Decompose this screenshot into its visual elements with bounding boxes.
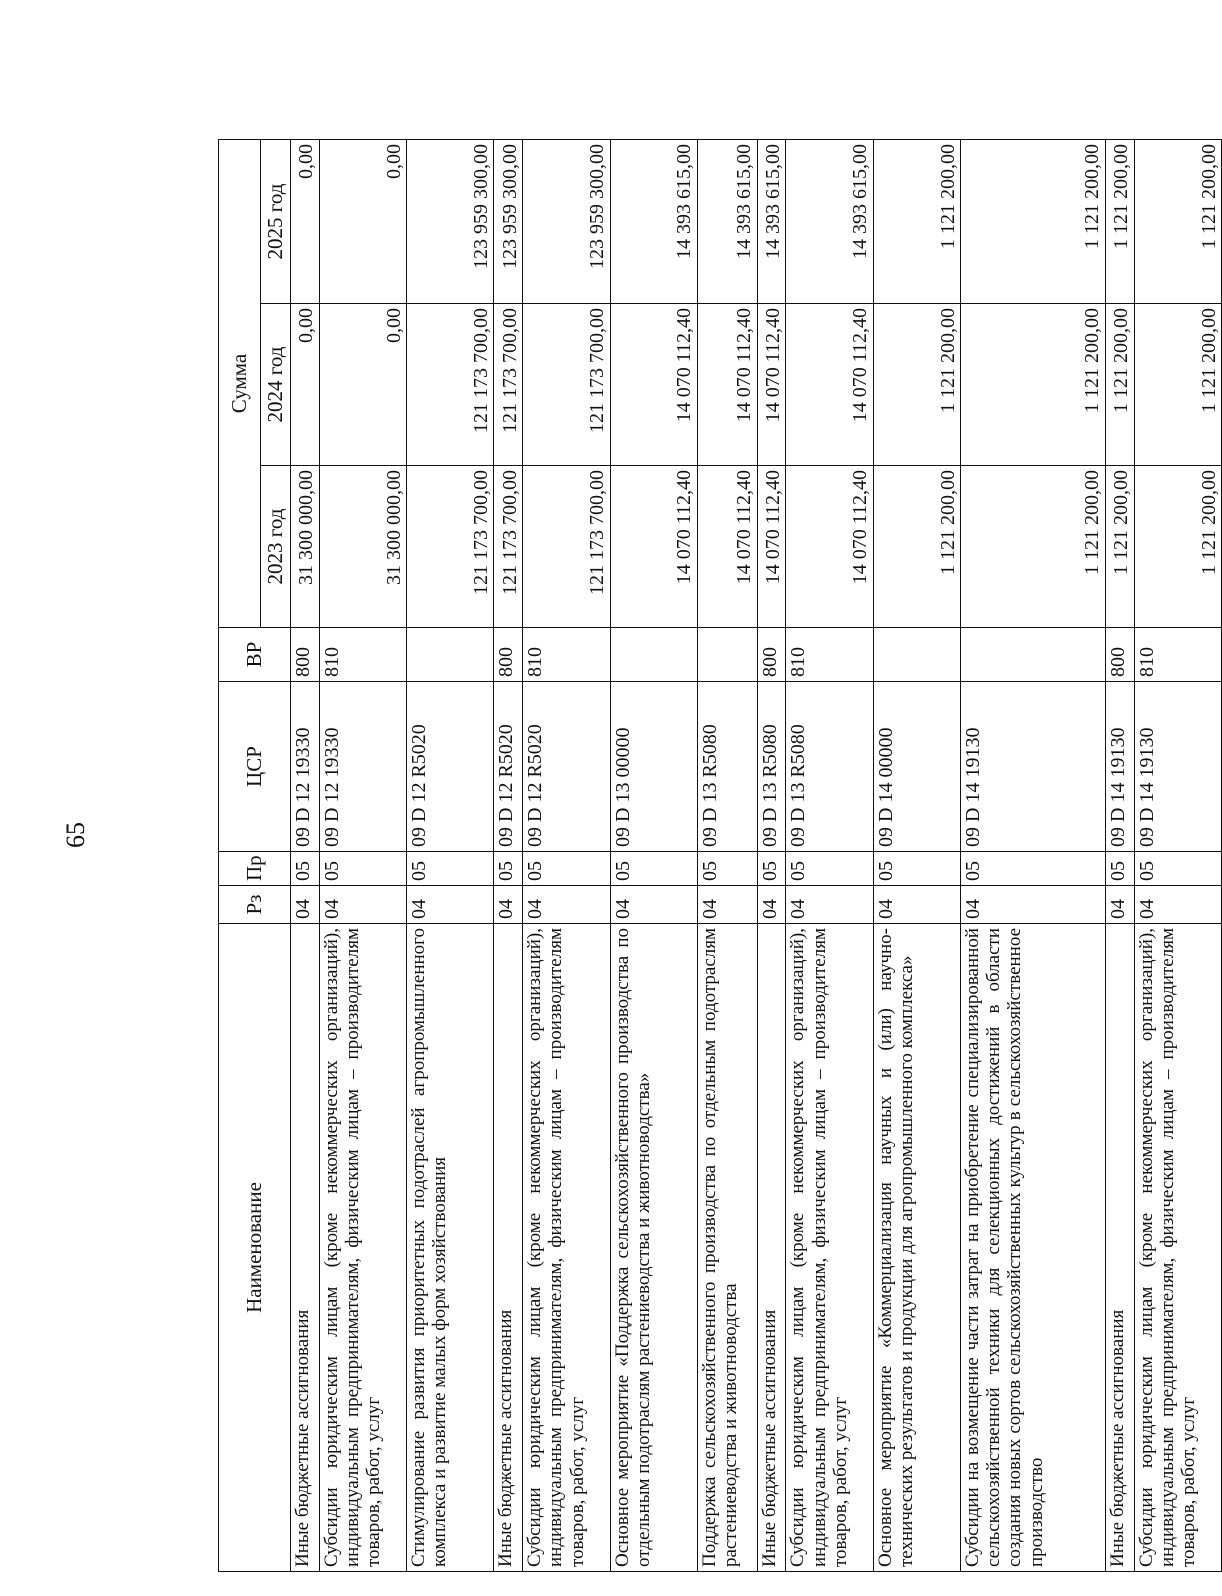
- row-vr: 800: [494, 628, 523, 682]
- row-2024: 121 173 700,00: [407, 304, 494, 466]
- row-2025: 14 393 615,00: [697, 139, 757, 303]
- row-2025: 123 959 300,00: [494, 139, 523, 303]
- row-2023: 1 121 200,00: [960, 466, 1105, 628]
- row-2024: 1 121 200,00: [1105, 304, 1134, 466]
- row-name: Иные бюджетные ассигнования: [291, 924, 320, 1572]
- row-name: Поддержка сельскохозяйственного производства по отдельным подотраслям растениеводства и животноводства: [697, 924, 757, 1572]
- row-2023: 31 300 000,00: [291, 466, 320, 628]
- header-2023: 2023 год: [261, 466, 291, 628]
- row-csr: 09 D 12 R5020: [523, 682, 610, 852]
- row-name: Субсидии юридическим лицам (кроме некоммерческих организаций), индивидуальным предпринимателям, физическим лицам – производителям товаров, работ, услуг: [523, 924, 610, 1572]
- row-csr: 09 D 12 R5020: [407, 682, 494, 852]
- header-csr: ЦСР: [219, 682, 291, 852]
- row-pr: 05: [786, 852, 873, 886]
- row-2024: 121 173 700,00: [523, 304, 610, 466]
- row-2025: 1 121 200,00: [1105, 139, 1134, 303]
- row-2025: 1 121 200,00: [873, 139, 960, 303]
- row-pr: 05: [1134, 852, 1221, 886]
- row-2024: 1 121 200,00: [960, 304, 1105, 466]
- row-2024: 14 070 112,40: [610, 304, 697, 466]
- table-row: [494, 139, 523, 1571]
- row-2023: 121 173 700,00: [494, 466, 523, 628]
- table-row: [319, 139, 406, 1571]
- header-2025: 2025 год: [261, 139, 291, 303]
- row-2024: 1 121 200,00: [1134, 304, 1221, 466]
- row-pr: 05: [319, 852, 406, 886]
- row-rz: 04: [786, 886, 873, 924]
- header-name: Наименование: [219, 924, 291, 1572]
- table-row: [697, 139, 757, 1571]
- header-2024: 2024 год: [261, 304, 291, 466]
- row-2025: 14 393 615,00: [610, 139, 697, 303]
- row-name: Стимулирование развития приоритетных подотраслей агропромышленного комплекса и развитие малых форм хозяйствования: [407, 924, 494, 1572]
- budget-table: [218, 139, 1222, 1572]
- row-2023: 1 121 200,00: [1134, 466, 1221, 628]
- row-2024: 0,00: [291, 304, 320, 466]
- row-pr: 05: [494, 852, 523, 886]
- row-2025: 123 959 300,00: [407, 139, 494, 303]
- row-2024: 0,00: [319, 304, 406, 466]
- row-csr: 09 D 12 19330: [319, 682, 406, 852]
- row-vr: [960, 628, 1105, 682]
- table-row: [610, 139, 697, 1571]
- table-row: [523, 139, 610, 1571]
- row-csr: 09 D 14 19130: [960, 682, 1105, 852]
- row-vr: [873, 628, 960, 682]
- row-2025: 0,00: [291, 139, 320, 303]
- row-name: Иные бюджетные ассигнования: [494, 924, 523, 1572]
- header-vr: ВР: [219, 628, 291, 682]
- row-2025: 123 959 300,00: [523, 139, 610, 303]
- row-2025: 14 393 615,00: [757, 139, 786, 303]
- row-vr: 810: [786, 628, 873, 682]
- row-2024: 14 070 112,40: [786, 304, 873, 466]
- row-2023: 14 070 112,40: [697, 466, 757, 628]
- row-pr: 05: [407, 852, 494, 886]
- page-number: 65: [61, 822, 90, 848]
- row-2023: 14 070 112,40: [786, 466, 873, 628]
- row-vr: 800: [291, 628, 320, 682]
- row-rz: 04: [494, 886, 523, 924]
- row-csr: 09 D 13 R5080: [757, 682, 786, 852]
- row-pr: 05: [960, 852, 1105, 886]
- row-csr: 09 D 12 19330: [291, 682, 320, 852]
- row-pr: 05: [1105, 852, 1134, 886]
- row-vr: 810: [319, 628, 406, 682]
- row-pr: 05: [697, 852, 757, 886]
- header-rz: Рз: [219, 886, 291, 924]
- row-2025: 14 393 615,00: [786, 139, 873, 303]
- row-csr: 09 D 14 00000: [873, 682, 960, 852]
- row-rz: 04: [610, 886, 697, 924]
- table-row: [291, 139, 320, 1571]
- row-vr: [610, 628, 697, 682]
- row-vr: [697, 628, 757, 682]
- row-name: Субсидии юридическим лицам (кроме некоммерческих организаций), индивидуальным предпринимателям, физическим лицам – производителям товаров, работ, услуг: [1134, 924, 1221, 1572]
- row-2024: 14 070 112,40: [757, 304, 786, 466]
- row-2023: 14 070 112,40: [610, 466, 697, 628]
- row-2024: 121 173 700,00: [494, 304, 523, 466]
- row-2023: 31 300 000,00: [319, 466, 406, 628]
- row-vr: 810: [523, 628, 610, 682]
- row-vr: 800: [1105, 628, 1134, 682]
- row-name: Иные бюджетные ассигнования: [1105, 924, 1134, 1572]
- row-rz: 04: [873, 886, 960, 924]
- row-pr: 05: [757, 852, 786, 886]
- row-vr: [407, 628, 494, 682]
- row-2023: 121 173 700,00: [523, 466, 610, 628]
- row-2023: 1 121 200,00: [1105, 466, 1134, 628]
- row-pr: 05: [873, 852, 960, 886]
- table-row: [960, 139, 1105, 1571]
- row-name: Субсидии на возмещение части затрат на приобретение специализированной сельскохозяйственной техники для селекционных достижений в области создания новых сортов сельскохозяйственных культур в сельскохозяйственное производство: [960, 924, 1105, 1572]
- table-row: [786, 139, 873, 1571]
- row-2025: 1 121 200,00: [960, 139, 1105, 303]
- row-2024: 14 070 112,40: [697, 304, 757, 466]
- row-pr: 05: [610, 852, 697, 886]
- row-csr: 09 D 14 19130: [1134, 682, 1221, 852]
- row-rz: 04: [697, 886, 757, 924]
- row-rz: 04: [1105, 886, 1134, 924]
- row-name: Субсидии юридическим лицам (кроме некоммерческих организаций), индивидуальным предпринимателям, физическим лицам – производителям товаров, работ, услуг: [786, 924, 873, 1572]
- row-csr: 09 D 13 00000: [610, 682, 697, 852]
- row-csr: 09 D 12 R5020: [494, 682, 523, 852]
- row-csr: 09 D 13 R5080: [697, 682, 757, 852]
- row-rz: 04: [291, 886, 320, 924]
- header-sum: Сумма: [219, 139, 261, 627]
- row-csr: 09 D 14 19130: [1105, 682, 1134, 852]
- row-2025: 0,00: [319, 139, 406, 303]
- table-row: [407, 139, 494, 1571]
- row-2023: 14 070 112,40: [757, 466, 786, 628]
- table-header-row: [219, 139, 261, 1571]
- row-2023: 121 173 700,00: [407, 466, 494, 628]
- row-name: Иные бюджетные ассигнования: [757, 924, 786, 1572]
- rotated-table-wrapper: [218, 140, 1222, 1572]
- row-rz: 04: [757, 886, 786, 924]
- row-2025: 1 121 200,00: [1134, 139, 1221, 303]
- row-rz: 04: [960, 886, 1105, 924]
- row-vr: 800: [757, 628, 786, 682]
- table-row: [1105, 139, 1134, 1571]
- row-pr: 05: [291, 852, 320, 886]
- row-rz: 04: [319, 886, 406, 924]
- table-row: [1134, 139, 1221, 1571]
- row-rz: 04: [1134, 886, 1221, 924]
- row-rz: 04: [523, 886, 610, 924]
- row-rz: 04: [407, 886, 494, 924]
- row-vr: 810: [1134, 628, 1221, 682]
- row-csr: 09 D 13 R5080: [786, 682, 873, 852]
- row-name: Основное мероприятие «Поддержка сельскохозяйственного производства по отдельным подотраслям растениеводства и животноводства»: [610, 924, 697, 1572]
- row-name: Основное мероприятие «Коммерциализация научных и (или) научно-технических результатов и продукции для агропромышленного комплекса»: [873, 924, 960, 1572]
- row-2023: 1 121 200,00: [873, 466, 960, 628]
- header-pr: Пр: [219, 852, 291, 886]
- row-pr: 05: [523, 852, 610, 886]
- row-2024: 1 121 200,00: [873, 304, 960, 466]
- row-name: Субсидии юридическим лицам (кроме некоммерческих организаций), индивидуальным предпринимателям, физическим лицам – производителям товаров, работ, услуг: [319, 924, 406, 1572]
- table-row: [873, 139, 960, 1571]
- table-row: [757, 139, 786, 1571]
